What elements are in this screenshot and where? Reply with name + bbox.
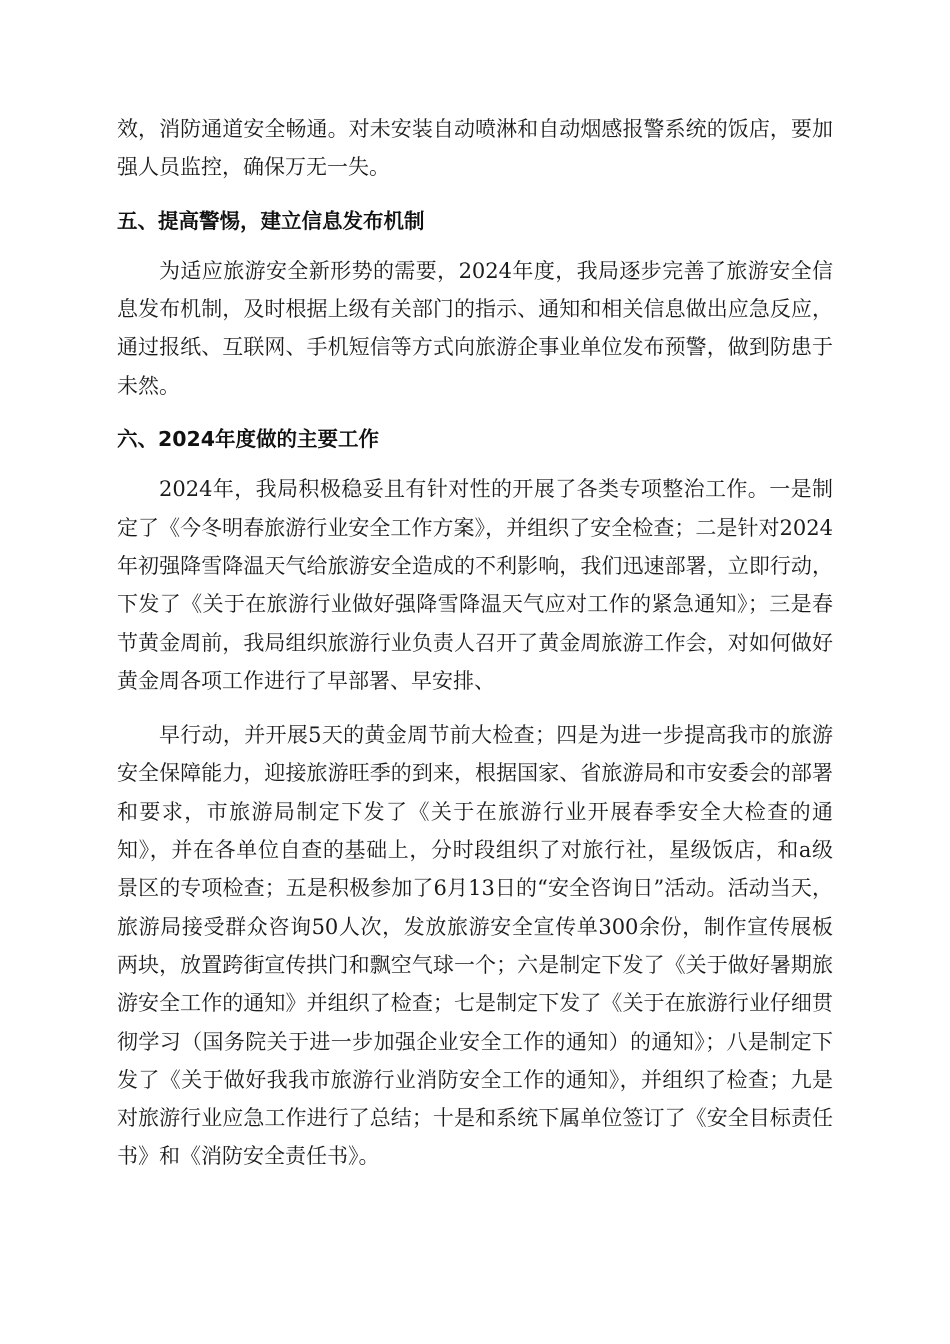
section-5-paragraph: 为适应旅游安全新形势的需要，2024年度，我局逐步完善了旅游安全信息发布机制，及时根据上级有关部门的指示、通知和相关信息做出应急反应，通过报纸、互联网、手机短信等方式向旅游企事业单位发布预警，做到防患于未然。 [117,258,833,398]
section-5-heading: 五、提高警惕，建立信息发布机制 [117,208,425,233]
section-6-paragraph-2: 早行动，并开展5天的黄金周节前大检查；四是为进一步提高我市的旅游安全保障能力，迎接旅游旺季的到来，根据国家、省旅游局和市安委会的部署和要求，市旅游局制定下发了《关于在旅游行业开展春季安全大检查的通知》，并在各单位自查的基础上，分时段组织了对旅行社，星级饭店，和a级景区的专项检查；五是积极参加了6月13日的“安全咨询日”活动。活动当天，旅游局接受群众咨询50人次，发放旅游安全宣传单300余份，制作宣传展板两块，放置跨街宣传拱门和飘空气球一个；六是制定下发了《关于做好暑期旅游安全工作的通知》并组织了检查；七是制定下发了《关于在旅游行业仔细贯彻学习（国务院关于进一步加强企业安全工作的通知）的通知》；八是制定下发了《关于做好我我市旅游行业消防安全工作的通知》，并组织了检查；九是对旅游行业应急工作进行了总结；十是和系统下属单位签订了《安全目标责任书》和《消防安全责任书》。 [117,723,833,1169]
section-6-heading: 六、2024年度做的主要工作 [117,427,380,452]
section-6-paragraph-1: 2024年，我局积极稳妥且有针对性的开展了各类专项整治工作。一是制定了《今冬明春旅游行业安全工作方案》，并组织了安全检查；二是针对2024年初强降雪降温天气给旅游安全造成的不利影响，我们迅速部署，立即行动，下发了《关于在旅游行业做好强降雪降温天气应对工作的紧急通知》；三是春节黄金周前，我局组织旅游行业负责人召开了黄金周旅游工作会，对如何做好黄金周各项工作进行了早部署、早安排、 [117,477,833,693]
continuation-paragraph: 效，消防通道安全畅通。对未安装自动喷淋和自动烟感报警系统的饭店，要加强人员监控，确保万无一失。 [117,117,833,180]
document-body [117,110,833,1176]
